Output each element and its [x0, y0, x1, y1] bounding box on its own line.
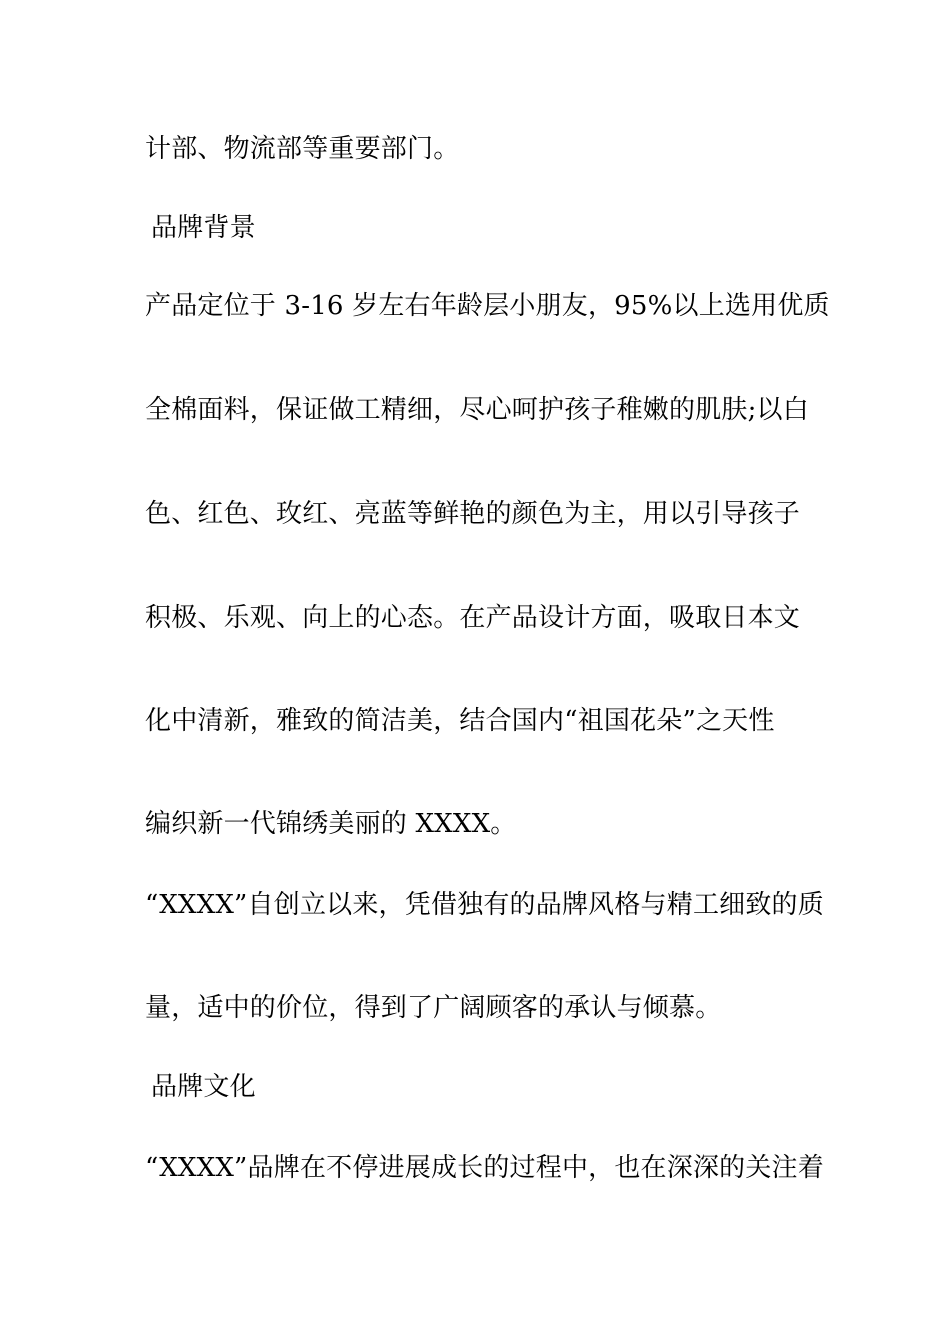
section-heading-brand-background: 品牌背景	[151, 213, 256, 243]
paragraph-line: 色、红色、玫红、亮蓝等鲜艳的颜色为主，用以引导孩子	[145, 499, 801, 529]
paragraph-line: 产品定位于 3-16 岁左右年龄层小朋友，95%以上选用优质	[145, 291, 830, 321]
paragraph-line: 量，适中的价位，得到了广阔顾客的承认与倾慕。	[145, 993, 722, 1023]
paragraph-line: 编织新一代锦绣美丽的 XXXX。	[145, 809, 517, 839]
paragraph-line: 化中清新，雅致的简洁美，结合国内“祖国花朵”之天性	[145, 706, 775, 736]
section-heading-brand-culture: 品牌文化	[151, 1072, 256, 1102]
paragraph-line: “XXXX”自创立以来，凭借独有的品牌风格与精工细致的质	[145, 890, 824, 920]
paragraph-line: 计部、物流部等重要部门。	[145, 134, 460, 164]
paragraph-line: 全棉面料，保证做工精细，尽心呵护孩子稚嫩的肌肤;以白	[145, 395, 809, 425]
paragraph-line: “XXXX”品牌在不停进展成长的过程中，也在深深的关注着	[145, 1153, 824, 1183]
paragraph-line: 积极、乐观、向上的心态。在产品设计方面，吸取日本文	[145, 603, 801, 633]
